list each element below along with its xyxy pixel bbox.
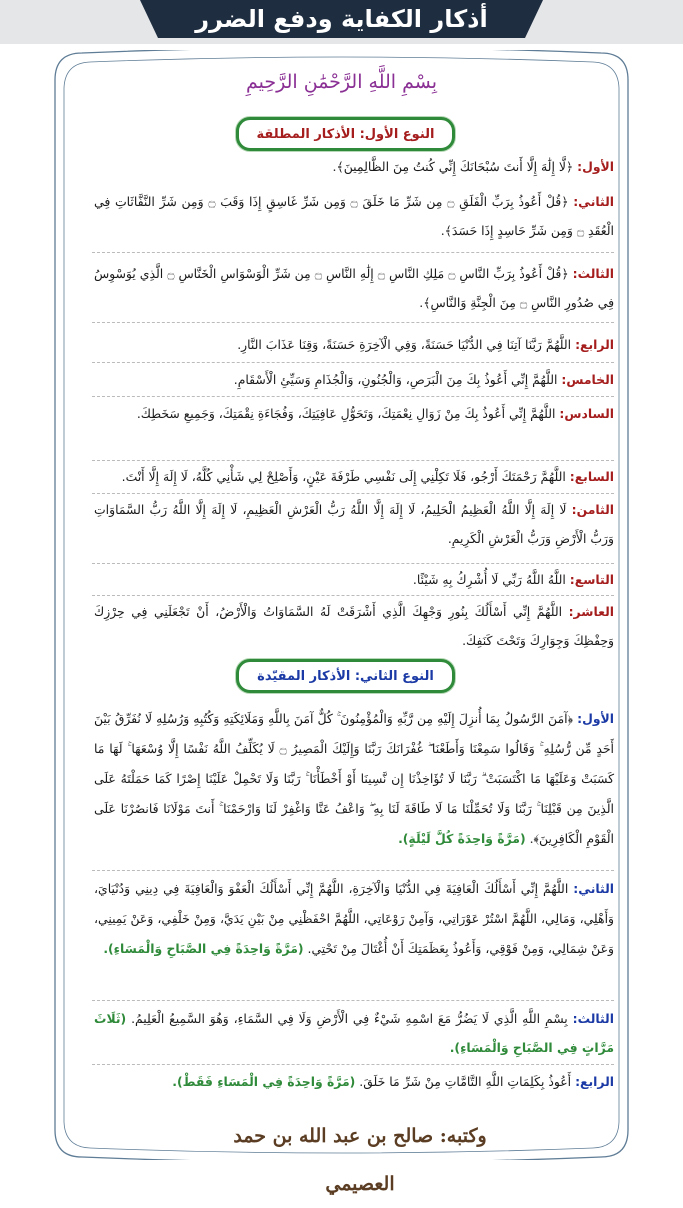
item-label: الثاني: [573, 881, 614, 896]
item-text: أَعُوذُ بِكَلِمَاتِ اللَّهِ التَّامَّاتِ مِنْ شَرِّ مَا خَلَقَ. [359, 1074, 572, 1089]
item-text: اللَّهُمَّ رَبَّنَا آتِنَا فِي الدُّنْيَا حَسَنَةً، وَفِي الْآخِرَةِ حَسَنَةً، وَقِنَا عَذَابَ النَّارِ. [237, 337, 572, 352]
divider [92, 870, 614, 871]
item-label: السادس: [559, 406, 614, 421]
list-item [94, 152, 614, 181]
item-label: الأول: [577, 711, 614, 726]
list-item [94, 1004, 614, 1062]
item-label: الرابع: [575, 1074, 614, 1089]
item-text: اللَّهُمَّ إِنِّي أَسْأَلُكَ بِنُورِ وَجْهِكَ الَّذِي أَشْرَقَتْ لَهُ السَّمَاوَاتُ وَالْأَرْضُ، أَنْ تَجْعَلَنِي فِي حِرْزِكَ وَحِفْظِكَ وَجِوَارِكَ وَتَحْتَ كَنَفِكَ. [94, 604, 614, 648]
list-item [94, 495, 614, 553]
item-label: الأول: [577, 159, 614, 174]
divider [92, 493, 614, 494]
page-title: أذكار الكفاية ودفع الضرر [195, 5, 488, 33]
list-item [94, 1067, 614, 1096]
divider [92, 362, 614, 363]
item-text: ﴿لَّا إِلَٰهَ إِلَّا أَنتَ سُبْحَانَكَ إِنِّي كُنتُ مِنَ الظَّالِمِينَ﴾. [332, 159, 574, 174]
item-label: الرابع: [575, 337, 614, 352]
item-text: اللَّهُمَّ إِنِّي أَسْأَلُكَ الْعَافِيَةَ فِي الدُّنْيَا وَالْآخِرَةِ، اللَّهُمَّ إِنِّي أَسْأَلُكَ الْعَفْوَ وَالْعَافِيَةَ فِي دِينِي وَدُنْيَايَ، وَأَهْلِي، وَمَالِي، اللَّهُمَّ اسْتُرْ عَوْرَاتِي، وَآمِنْ رَوْعَاتِي، اللَّهُمَّ احْفَظْنِي مِنْ بَيْنِ يَدَيَّ، وَمِنْ خَلْفِي، وَعَنْ يَمِينِي، وَعَنْ شِمَالِي، وَمِنْ فَوْقِي، وَأَعُوذُ بِعَظَمَتِكَ أَنْ أُغْتَالَ مِنْ تَحْتِي. [94, 881, 614, 956]
item-note: (مَرَّةً وَاحِدَةً كُلَّ لَيْلَةٍ). [398, 831, 526, 846]
list-item [94, 399, 614, 428]
list-item [94, 330, 614, 359]
item-text: اللَّهُ اللَّهُ رَبِّي لَا أُشْرِكُ بِهِ شَيْئًا. [412, 572, 566, 587]
divider [92, 322, 614, 323]
list-item [94, 565, 614, 594]
item-note: (مَرَّةً وَاحِدَةً فِي الصَّبَاحِ وَالْمَسَاءِ). [103, 941, 304, 956]
list-item [94, 597, 614, 655]
list-item [94, 874, 614, 964]
divider [92, 252, 614, 253]
item-note: (ثَلَاثَ مَرَّاتٍ فِي الصَّبَاحِ وَالْمَسَاءِ). [94, 1011, 614, 1055]
item-text: ﴿آمَنَ الرَّسُولُ بِمَا أُنزِلَ إِلَيْهِ مِن رَّبِّهِ وَالْمُؤْمِنُونَ ۚ كُلٌّ آمَنَ بِاللَّهِ وَمَلَائِكَتِهِ وَكُتُبِهِ وَرُسُلِهِ لَا نُفَرِّقُ بَيْنَ أَحَدٍ مِّن رُّسُلِهِ ۚ وَقَالُوا سَمِعْنَا وَأَطَعْنَا ۖ غُفْرَانَكَ رَبَّنَا وَإِلَيْكَ الْمَصِيرُ ۝ لَا يُكَلِّفُ اللَّهُ نَفْسًا إِلَّا وُسْعَهَا ۚ لَهَا مَا كَسَبَتْ وَعَلَيْهَا مَا اكْتَسَبَتْ ۗ رَبَّنَا لَا تُؤَاخِذْنَا إِن نَّسِينَا أَوْ أَخْطَأْنَا ۚ رَبَّنَا وَلَا تَحْمِلْ عَلَيْنَا إِصْرًا كَمَا حَمَلْتَهُ عَلَى الَّذِينَ مِن قَبْلِنَا ۚ رَبَّنَا وَلَا تُحَمِّلْنَا مَا لَا طَاقَةَ لَنَا بِهِ ۖ وَاعْفُ عَنَّا وَاغْفِرْ لَنَا وَارْحَمْنَا ۚ أَنتَ مَوْلَانَا فَانصُرْنَا عَلَى الْقَوْمِ الْكَافِرِينَ﴾. [94, 711, 614, 846]
section-title-restricted-adhkar: النوع الثاني: الأذكار المقيّدة [236, 659, 455, 693]
item-note: (مَرَّةً وَاحِدَةً فِي الْمَسَاءِ فَقَطْ). [172, 1074, 356, 1089]
item-label: العاشر: [568, 604, 614, 619]
section-title-absolute-adhkar: النوع الأول: الأذكار المطلقة [236, 117, 455, 151]
divider [92, 396, 614, 397]
item-label: التاسع: [569, 572, 614, 587]
list-item [94, 462, 614, 491]
item-text: ﴿قُلْ أَعُوذُ بِرَبِّ النَّاسِ ۝ مَلِكِ النَّاسِ ۝ إِلَٰهِ النَّاسِ ۝ مِن شَرِّ الْوَسْوَاسِ الْخَنَّاسِ ۝ الَّذِي يُوَسْوِسُ فِي صُدُورِ النَّاسِ ۝ مِنَ الْجِنَّةِ وَالنَّاسِ﴾. [94, 266, 614, 310]
list-item [94, 187, 614, 245]
item-text: اللَّهُمَّ إِنِّي أَعُوذُ بِكَ مِنَ الْبَرَصِ، وَالْجُنُونِ، وَالْجُذَامِ وَسَيِّئِ الْأَسْقَامِ. [233, 372, 558, 387]
item-label: الثالث: [572, 1011, 614, 1026]
divider [92, 1064, 614, 1065]
item-label: الثالث: [572, 266, 614, 281]
list-item [94, 704, 614, 854]
bismillah-calligraphy: بِسْمِ اللَّهِ الرَّحْمَٰنِ الرَّحِيمِ [246, 71, 437, 93]
list-item [94, 259, 614, 317]
list-item [94, 365, 614, 394]
item-label: الثامن: [571, 502, 614, 517]
item-text: لَا إِلَهَ إِلَّا اللَّهُ الْعَظِيمُ الْحَلِيمُ، لَا إِلَهَ إِلَّا اللَّهُ رَبُّ الْعَرْشِ الْعَظِيمِ، لَا إِلَهَ إِلَّا اللَّهُ رَبُّ السَّمَاوَاتِ وَرَبُّ الْأَرْضِ وَرَبُّ الْعَرْشِ الْكَرِيمِ. [94, 502, 614, 546]
item-label: الثاني: [573, 194, 614, 209]
item-label: الخامس: [561, 372, 614, 387]
item-label: السابع: [569, 469, 614, 484]
item-text: ﴿قُلْ أَعُوذُ بِرَبِّ الْفَلَقِ ۝ مِن شَرِّ مَا خَلَقَ ۝ وَمِن شَرِّ غَاسِقٍ إِذَا وَقَبَ ۝ وَمِن شَرِّ النَّفَّاثَاتِ فِي الْعُقَدِ ۝ وَمِن شَرِّ حَاسِدٍ إِذَا حَسَدَ﴾. [94, 194, 614, 238]
divider [92, 460, 614, 461]
author-signature: وكتبه: صالح بن عبد الله بن حمد العصيمي [233, 1125, 487, 1195]
item-text: بِسْمِ اللَّهِ الَّذِي لَا يَضُرُّ مَعَ اسْمِهِ شَيْءٌ فِي الْأَرْضِ وَلَا فِي السَّمَاءِ، وَهُوَ السَّمِيعُ الْعَلِيمُ. [131, 1011, 568, 1026]
divider [92, 595, 614, 596]
divider [92, 563, 614, 564]
item-text: اللَّهُمَّ رَحْمَتَكَ أَرْجُو، فَلَا تَكِلْنِي إِلَى نَفْسِي طَرْفَةَ عَيْنٍ، وَأَصْلِحْ لِي شَأْنِي كُلَّهُ، لَا إِلَهَ إِلَّا أَنْتَ. [121, 469, 566, 484]
divider [92, 1000, 614, 1001]
item-text: اللَّهُمَّ إِنِّي أَعُوذُ بِكَ مِنْ زَوَالِ نِعْمَتِكَ، وَتَحَوُّلِ عَافِيَتِكَ، وَفُجَاءَةِ نِقْمَتِكَ، وَجَمِيعِ سَخَطِكَ. [136, 406, 556, 421]
